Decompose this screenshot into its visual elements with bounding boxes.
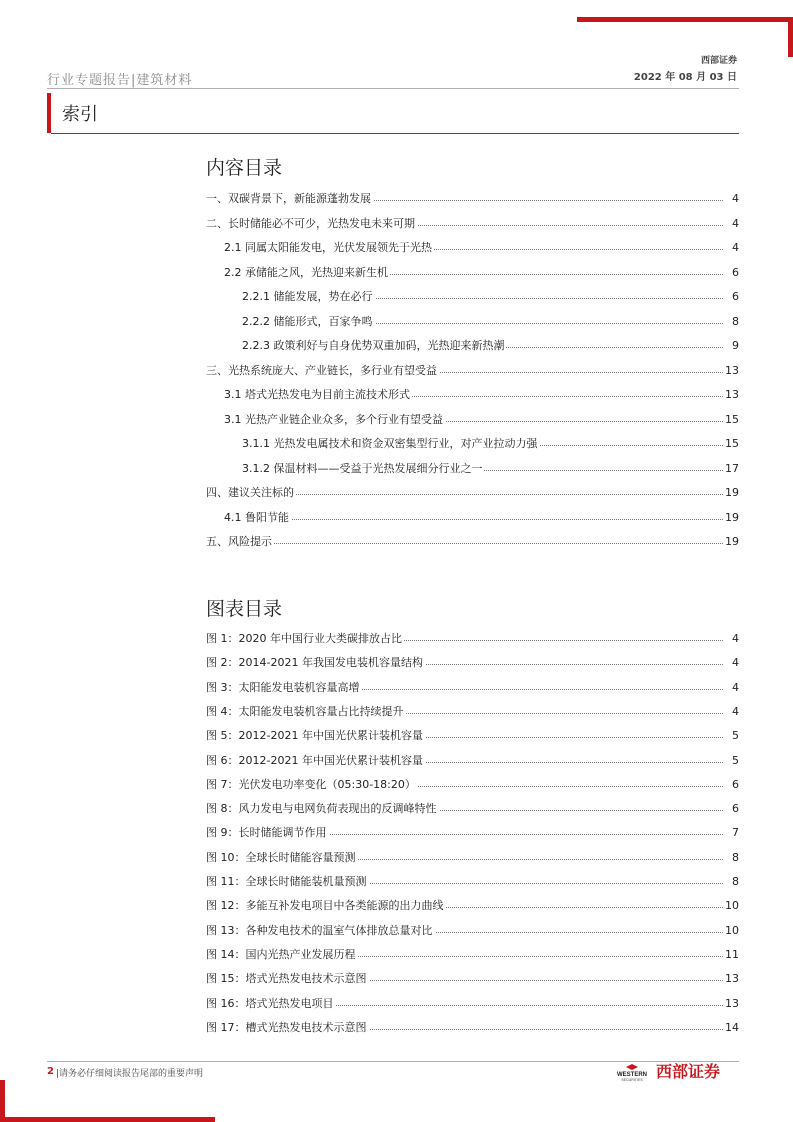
- contents-entry[interactable]: [206, 509, 739, 527]
- figure-entry-label: 图 8：风力发电与电网负荷表现出的反调峰特性: [206, 800, 439, 818]
- report-type: 行业专题报告|建筑材料: [47, 73, 193, 88]
- figure-entry-page: 4: [730, 630, 739, 648]
- figure-entry-page: 5: [730, 752, 739, 770]
- figure-entry-label: 图 17：槽式光热发电技术示意图: [206, 1019, 369, 1037]
- figures-heading: 图表目录: [206, 598, 283, 620]
- figure-entry[interactable]: [206, 849, 739, 867]
- figure-entry[interactable]: [206, 1019, 739, 1037]
- contents-entry-label: 2.2.3 政策利好与自身优势双重加码，光热迎来新热潮: [242, 337, 506, 355]
- figure-entry[interactable]: [206, 824, 739, 842]
- footer-divider: [47, 1061, 739, 1062]
- corner-accent-top-horizontal: [577, 17, 793, 22]
- section-divider: [51, 133, 739, 134]
- figure-entry-label: 图 13：各种发电技术的温室气体排放总量对比: [206, 922, 435, 940]
- figure-entry-page: 6: [730, 800, 739, 818]
- figure-entry-label: 图 3：太阳能发电装机容量高增: [206, 679, 362, 697]
- figure-entry-label: 图 6：2012-2021 年中国光伏累计装机容量: [206, 752, 425, 770]
- contents-entry-label: 2.2 承储能之风，光热迎来新生机: [224, 264, 390, 282]
- contents-entry-page: 8: [730, 313, 739, 331]
- contents-entry[interactable]: [206, 190, 739, 208]
- figure-entry[interactable]: [206, 727, 739, 745]
- contents-entry[interactable]: [206, 337, 739, 355]
- figure-entry[interactable]: [206, 946, 739, 964]
- section-marker: [47, 93, 51, 133]
- figure-entry[interactable]: [206, 752, 739, 770]
- figure-entry-page: 4: [730, 654, 739, 672]
- contents-entry-label: 2.2.2 储能形式，百家争鸣: [242, 313, 375, 331]
- footer-disclaimer: |请务必仔细阅读报告尾部的重要声明: [56, 1069, 204, 1079]
- contents-entry-label: 四、建议关注标的: [206, 484, 296, 502]
- figure-entry-label: 图 7：光伏发电功率变化（05:30-18:20）: [206, 776, 418, 794]
- page-number: 2: [47, 1066, 54, 1077]
- figure-entry-label: 图 12：多能互补发电项目中各类能源的出力曲线: [206, 897, 446, 915]
- footer-brand: 西部证券: [656, 1062, 721, 1081]
- contents-entry-page: 17: [723, 460, 739, 478]
- contents-entry-page: 6: [730, 264, 739, 282]
- contents-entry[interactable]: [206, 313, 739, 331]
- figure-entry-page: 14: [723, 1019, 739, 1037]
- contents-entry[interactable]: [206, 386, 739, 404]
- contents-entry-page: 4: [730, 215, 739, 233]
- figure-entry[interactable]: [206, 970, 739, 988]
- header-divider: [47, 88, 739, 89]
- contents-entry-label: 3.1.2 保温材料——受益于光热发展细分行业之一: [242, 460, 484, 478]
- figure-entry[interactable]: [206, 679, 739, 697]
- report-date: 2022 年 08 月 03 日: [633, 72, 737, 83]
- figure-entry-page: 10: [723, 922, 739, 940]
- contents-heading: 内容目录: [206, 157, 283, 179]
- figure-entry-page: 8: [730, 849, 739, 867]
- figure-entry-page: 11: [723, 946, 739, 964]
- contents-entry-page: 13: [723, 386, 739, 404]
- figure-entry-label: 图 5：2012-2021 年中国光伏累计装机容量: [206, 727, 425, 745]
- figure-entry[interactable]: [206, 995, 739, 1013]
- contents-entry-page: 9: [730, 337, 739, 355]
- figure-entry[interactable]: [206, 654, 739, 672]
- contents-entry-page: 4: [730, 239, 739, 257]
- logo-text-bottom: SECURITIES: [621, 1078, 643, 1082]
- contents-entry[interactable]: [206, 460, 739, 478]
- contents-entry-label: 2.1 同属太阳能发电，光伏发展领先于光热: [224, 239, 434, 257]
- figure-entry-page: 10: [723, 897, 739, 915]
- corner-accent-top-vertical: [788, 17, 793, 57]
- figure-entry-label: 图 16：塔式光热发电项目: [206, 995, 336, 1013]
- contents-entry-label: 五、风险提示: [206, 533, 274, 551]
- figure-entry-page: 4: [730, 679, 739, 697]
- figure-entry-label: 图 15：塔式光热发电技术示意图: [206, 970, 369, 988]
- contents-entry-page: 19: [723, 484, 739, 502]
- figure-entry-page: 13: [723, 970, 739, 988]
- figure-entry-page: 7: [730, 824, 739, 842]
- contents-entry[interactable]: [206, 239, 739, 257]
- contents-entry-label: 三、光热系统庞大、产业链长，多行业有望受益: [206, 362, 439, 380]
- figure-entry-label: 图 11：全球长时储能装机量预测: [206, 873, 369, 891]
- contents-entry[interactable]: [206, 435, 739, 453]
- figure-entry-label: 图 10：全球长时储能容量预测: [206, 849, 358, 867]
- figure-entry[interactable]: [206, 873, 739, 891]
- corner-accent-bottom-horizontal: [0, 1117, 215, 1122]
- contents-entry-label: 二、长时储能必不可少，光热发电未来可期: [206, 215, 417, 233]
- corner-accent-bottom-vertical: [0, 1080, 5, 1122]
- contents-entry[interactable]: [206, 484, 739, 502]
- dot-leader: [206, 543, 723, 544]
- figure-entry-label: 图 2：2014-2021 年我国发电装机容量结构: [206, 654, 425, 672]
- contents-entry-label: 3.1 塔式光热发电为目前主流技术形式: [224, 386, 412, 404]
- figure-entry-label: 图 9：长时储能调节作用: [206, 824, 329, 842]
- contents-entry-page: 19: [723, 533, 739, 551]
- contents-entry-page: 15: [723, 435, 739, 453]
- contents-entry-label: 2.2.1 储能发展，势在必行: [242, 288, 375, 306]
- contents-entry[interactable]: [206, 264, 739, 282]
- figure-entry-label: 图 14：国内光热产业发展历程: [206, 946, 358, 964]
- contents-entry[interactable]: [206, 533, 739, 551]
- dot-leader: [224, 519, 723, 520]
- figure-entry[interactable]: [206, 897, 739, 915]
- contents-entry[interactable]: [206, 362, 739, 380]
- figure-entry-page: 4: [730, 703, 739, 721]
- header-brand: 西部证券: [700, 56, 737, 66]
- contents-entry[interactable]: [206, 411, 739, 429]
- figure-entry-page: 6: [730, 776, 739, 794]
- western-securities-logo: [612, 1064, 652, 1082]
- contents-entry-page: 19: [723, 509, 739, 527]
- contents-entry-label: 3.1 光热产业链企业众多，多个行业有望受益: [224, 411, 445, 429]
- logo-text-top: WESTERN: [617, 1072, 647, 1078]
- contents-entry-label: 一、双碳背景下，新能源蓬勃发展: [206, 190, 373, 208]
- figure-entry-page: 13: [723, 995, 739, 1013]
- figure-entry-page: 8: [730, 873, 739, 891]
- contents-entry-label: 4.1 鲁阳节能: [224, 509, 291, 527]
- contents-entry-page: 15: [723, 411, 739, 429]
- contents-entry[interactable]: [206, 215, 739, 233]
- figure-entry-label: 图 4：太阳能发电装机容量占比持续提升: [206, 703, 406, 721]
- section-title: 索引: [62, 104, 98, 125]
- contents-entry[interactable]: [206, 288, 739, 306]
- figure-entry[interactable]: [206, 800, 739, 818]
- figure-entry-page: 5: [730, 727, 739, 745]
- figure-entry[interactable]: [206, 776, 739, 794]
- figure-entry[interactable]: [206, 703, 739, 721]
- contents-entry-page: 13: [723, 362, 739, 380]
- figure-entry[interactable]: [206, 922, 739, 940]
- contents-entry-label: 3.1.1 光热发电属技术和资金双密集型行业，对产业拉动力强: [242, 435, 539, 453]
- figure-entry[interactable]: [206, 630, 739, 648]
- contents-entry-page: 4: [730, 190, 739, 208]
- figure-entry-label: 图 1：2020 年中国行业大类碳排放占比: [206, 630, 404, 648]
- contents-entry-page: 6: [730, 288, 739, 306]
